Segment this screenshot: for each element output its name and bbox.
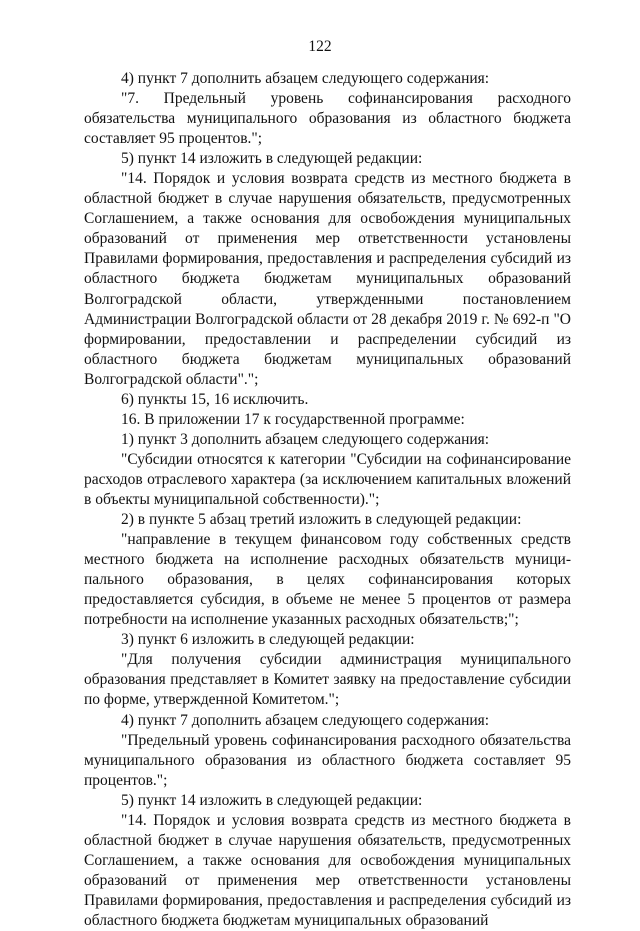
document-body — [84, 69, 571, 931]
paragraph-15: 5) пункт 14 изложить в следующей редакции: — [121, 791, 423, 809]
paragraph-6: 16. В приложении 17 к государственной программе: — [121, 410, 465, 428]
paragraph-12: "Для получения субсидии администрация муниципального образования представляет в Комитет заявку на предоставление субсидии по форме, утвержденной Комитетом."; — [84, 651, 571, 709]
paragraph-3: 5) пункт 14 изложить в следующей редакции: — [121, 150, 423, 168]
paragraph-16: "14. Порядок и условия возврата средств из местного бюджета в областной бюджет в случае нарушения обязательств, предусмотренных Соглашением, а также основания для освобождения муниципальных образований от применения мер ответственности установлены Правилами формирования, предоставления и распределения субсидий из областного бюджета бюджетам муниципальных образований — [84, 811, 571, 929]
paragraph-1: 4) пункт 7 дополнить абзацем следующего содержания: — [121, 70, 490, 87]
paragraph-14: "Предельный уровень софинансирования расходного обязательства муниципального образования из областного бюджета составляет 95 процентов."; — [84, 731, 571, 789]
page-number: 122 — [308, 38, 332, 55]
paragraph-7: 1) пункт 3 дополнить абзацем следующего содержания: — [121, 430, 490, 448]
paragraph-2: "7. Предельный уровень софинансирования расходного обязательства муниципального образования из областного бюджета составляет 95 процентов."; — [84, 90, 571, 148]
paragraph-13: 4) пункт 7 дополнить абзацем следующего содержания: — [121, 711, 490, 729]
paragraph-11: 3) пункт 6 изложить в следующей редакции: — [121, 631, 415, 649]
paragraph-4: "14. Порядок и условия возврата средств из местного бюджета в областной бюджет в случае нарушения обязательств, предусмотренных Соглашением, а также основания для освобождения муниципальных образований от применения мер ответственности установлены Правилами формирования, предоставления и распределения субсидий из областного бюджета бюджетам муниципальных образований Волгоградской области, утвержденными постановлением Администрации Волгоградской области от 28 декабря 2019 г. № 692-п "О формировании, предоставлении и распределении субсидий из областного бюджета бюджетам муниципальных образований Волгоградской области"."; — [84, 170, 571, 388]
paragraph-10: "направление в текущем финансовом году собственных средств местного бюджета на исполнение расходных обязательств муниципального образования, в целях софинансирования которых предоставляется субсидия, в объеме не менее 5 процентов от размера потребности на исполнение указанных расходных обязательств;"; — [84, 531, 571, 629]
paragraph-9: 2) в пункте 5 абзац третий изложить в следующей редакции: — [121, 511, 522, 529]
paragraph-8: "Субсидии относятся к категории "Субсидии на софинансирование расходов отраслевого характера (за исключением капитальных вложений в объекты муниципальной собственности)."; — [84, 450, 571, 508]
paragraph-5: 6) пункты 15, 16 исключить. — [121, 390, 309, 408]
